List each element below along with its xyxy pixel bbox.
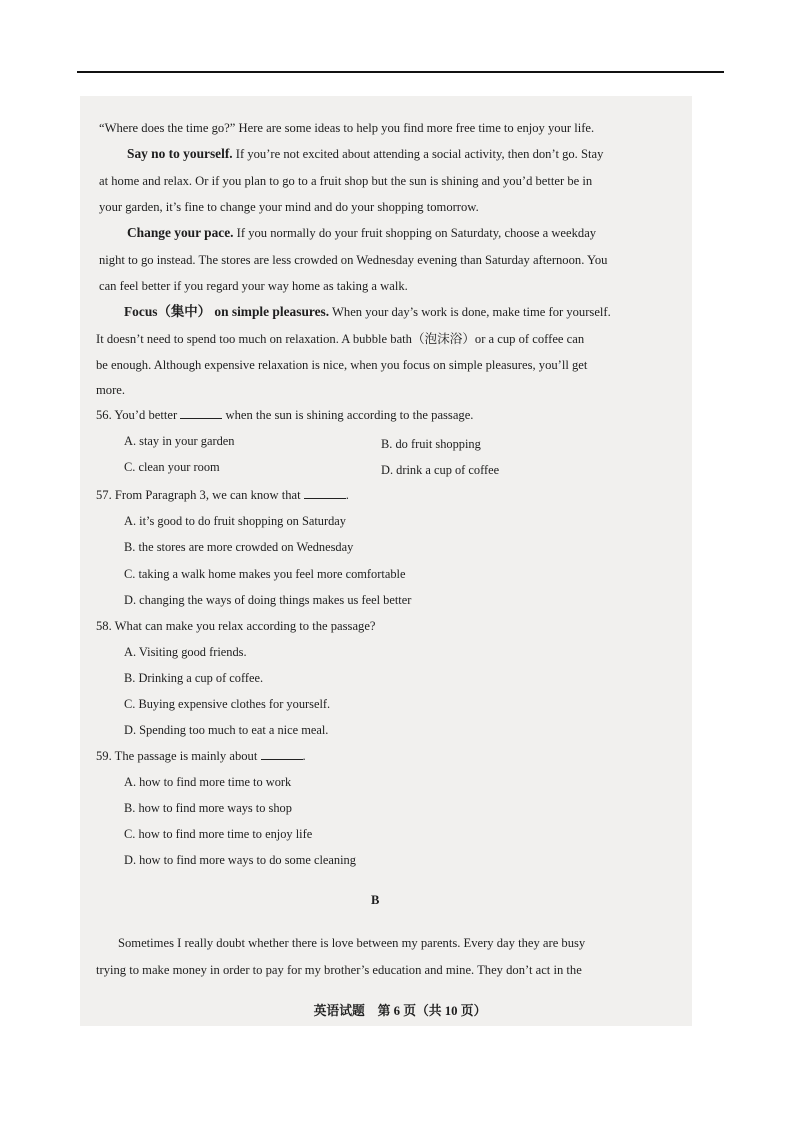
intro-line: “Where does the time go?” Here are some ideas to help you find more free time to enjoy your life. [99, 121, 595, 135]
question-57-option-d: D. changing the ways of doing things makes us feel better [124, 593, 412, 607]
question-57-option-c: C. taking a walk home makes you feel more comfortable [124, 567, 406, 581]
question-57-option-b: B. the stores are more crowded on Wednesday [124, 540, 354, 554]
question-56-option-b: B. do fruit shopping [381, 437, 481, 451]
passage-b-line-1: Sometimes I really doubt whether there is love between my parents. Every day they are busy [118, 936, 586, 950]
question-59-option-c: C. how to find more time to enjoy life [124, 827, 313, 841]
passage-b-line-2: trying to make money in order to pay for my brother’s education and mine. They don’t act in the [96, 963, 582, 977]
paragraph-2-line-1: Change your pace. If you normally do your fruit shopping on Saturdaty, choose a weekday [127, 225, 597, 240]
question-56-option-c: C. clean your room [124, 460, 220, 474]
paragraph-3-line-3: be enough. Although expensive relaxation is nice, when you focus on simple pleasures, you’ll get [96, 358, 588, 372]
paragraph-2-line-3: can feel better if you regard your way home as taking a walk. [99, 279, 408, 293]
paragraph-1-line-3: your garden, it’s fine to change your mind and do your shopping tomorrow. [99, 200, 479, 214]
question-57-option-a: A. it’s good to do fruit shopping on Saturday [124, 514, 346, 528]
question-59-stem: 59. The passage is mainly about . [96, 749, 306, 763]
paragraph-1-heading: Say no to yourself. [127, 146, 233, 161]
paragraph-3-line-1: Focus（集中） on simple pleasures. When your day’s work is done, make time for yourself. [124, 304, 611, 319]
question-59-option-a: A. how to find more time to work [124, 775, 292, 789]
paragraph-1-line-1: Say no to yourself. If you’re not excited about attending a social activity, then don’t go. Stay [127, 146, 604, 161]
paragraph-3-line-2: It doesn’t need to spend too much on relaxation. A bubble bath（泡沫浴）or a cup of coffee can [96, 332, 585, 346]
paragraph-3-heading: Focus（集中） on simple pleasures. [124, 304, 330, 319]
answer-blank [261, 749, 303, 760]
question-59-option-b: B. how to find more ways to shop [124, 801, 292, 815]
question-56-option-a: A. stay in your garden [124, 434, 235, 448]
paragraph-3-line-4: more. [96, 383, 126, 397]
question-57-stem: 57. From Paragraph 3, we can know that . [96, 488, 349, 502]
paragraph-2-line-2: night to go instead. The stores are less crowded on Wednesday evening than Saturday afternoon. You [99, 253, 608, 267]
question-56-stem: 56. You’d better when the sun is shining according to the passage. [96, 408, 474, 422]
answer-blank [180, 408, 222, 419]
question-58-option-a: A. Visiting good friends. [124, 645, 247, 659]
paragraph-2-heading: Change your pace. [127, 225, 234, 240]
question-59-option-d: D. how to find more ways to do some cleaning [124, 853, 356, 867]
question-58-option-d: D. Spending too much to eat a nice meal. [124, 723, 329, 737]
page-footer: 英语试题 第 6 页（共 10 页） [313, 1004, 487, 1018]
question-56-option-d: D. drink a cup of coffee [381, 463, 500, 477]
paragraph-1-line-2: at home and relax. Or if you plan to go to a fruit shop but the sun is shining and you’d better be in [99, 174, 593, 188]
header-rule [77, 71, 724, 73]
question-58-option-c: C. Buying expensive clothes for yourself. [124, 697, 331, 711]
answer-blank [304, 488, 346, 499]
question-58-stem: 58. What can make you relax according to the passage? [96, 619, 376, 633]
question-58-option-b: B. Drinking a cup of coffee. [124, 671, 264, 685]
section-b-title: B [371, 893, 380, 907]
